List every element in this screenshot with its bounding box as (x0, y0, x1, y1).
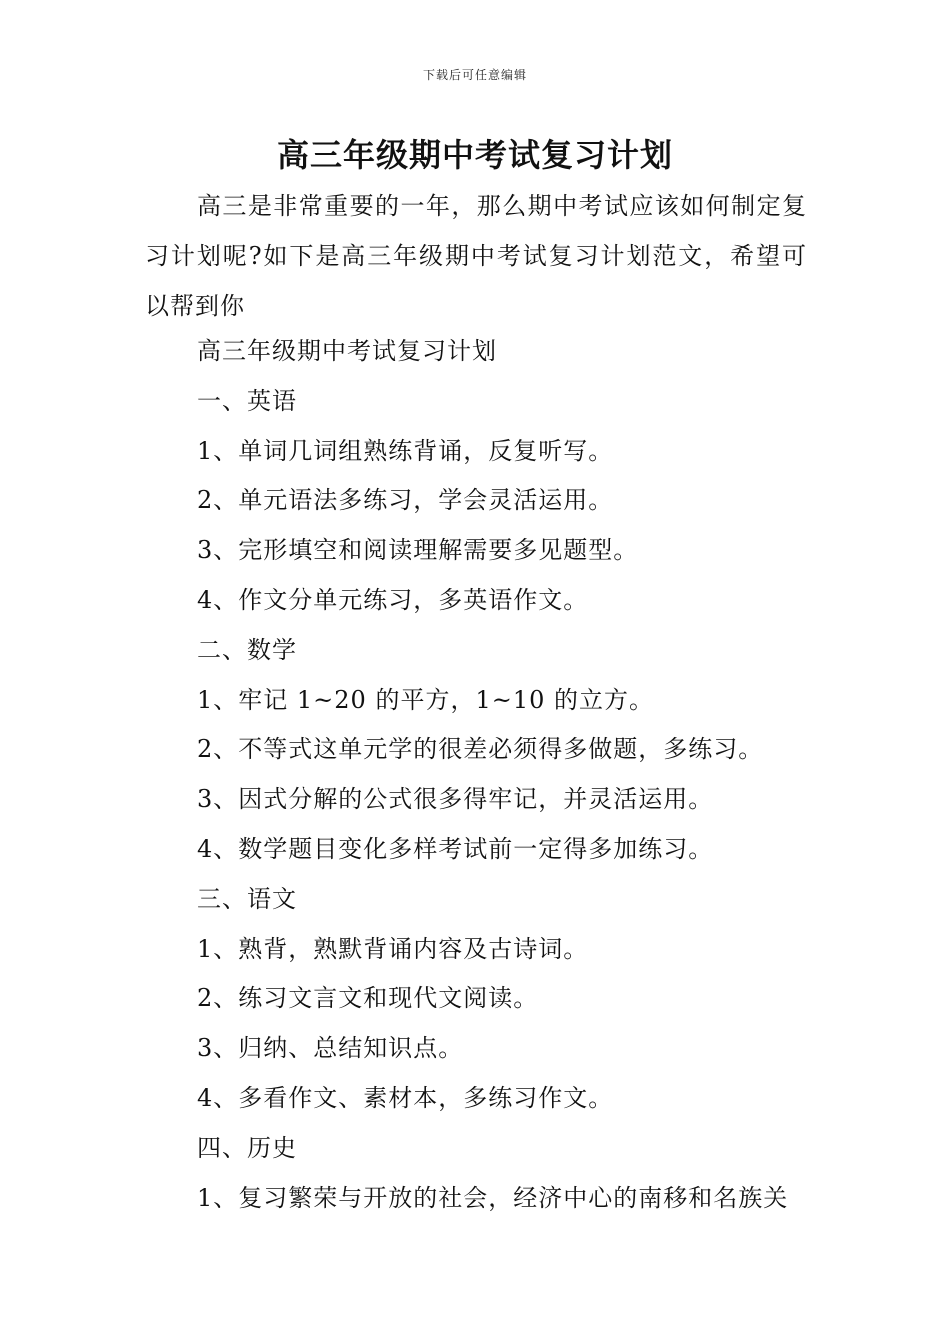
section-heading-chinese: 三、语文 (197, 884, 297, 913)
section-heading-english: 一、英语 (197, 386, 297, 415)
list-item: 3、因式分解的公式很多得牢记，并灵活运用。 (197, 785, 714, 814)
section-heading-history: 四、历史 (197, 1133, 297, 1162)
list-item: 2、单元语法多练习，学会灵活运用。 (197, 486, 614, 515)
list-item: 3、归纳、总结知识点。 (197, 1034, 464, 1063)
list-item: 4、作文分单元练习，多英语作文。 (197, 585, 589, 614)
list-item: 1、复习繁荣与开放的社会，经济中心的南移和名族关 (197, 1183, 789, 1212)
list-item: 4、数学题目变化多样考试前一定得多加练习。 (197, 834, 714, 863)
header-note: 下载后可任意编辑 (422, 68, 527, 82)
document-title: 高三年级期中考试复习计划 (276, 136, 673, 174)
subtitle-line: 高三年级期中考试复习计划 (197, 337, 497, 365)
intro-paragraph: 高三是非常重要的一年，那么期中考试应该如何制定复习计划呢?如下是高三年级期中考试复习计划范文，希望可以帮到你 (145, 192, 807, 320)
list-item: 4、多看作文、素材本，多练习作文。 (197, 1083, 614, 1112)
list-item: 3、完形填空和阅读理解需要多见题型。 (197, 536, 639, 565)
section-heading-math: 二、数学 (197, 635, 297, 664)
list-item: 2、不等式这单元学的很差必须得多做题，多练习。 (197, 735, 764, 764)
content-lines (197, 327, 817, 1223)
list-item: 1、牢记 1~20 的平方，1~10 的立方。 (197, 685, 654, 714)
list-item: 2、练习文言文和现代文阅读。 (197, 984, 539, 1013)
list-item: 1、单词几词组熟练背诵，反复听写。 (197, 436, 614, 465)
list-item: 1、熟背，熟默背诵内容及古诗词。 (197, 934, 589, 963)
